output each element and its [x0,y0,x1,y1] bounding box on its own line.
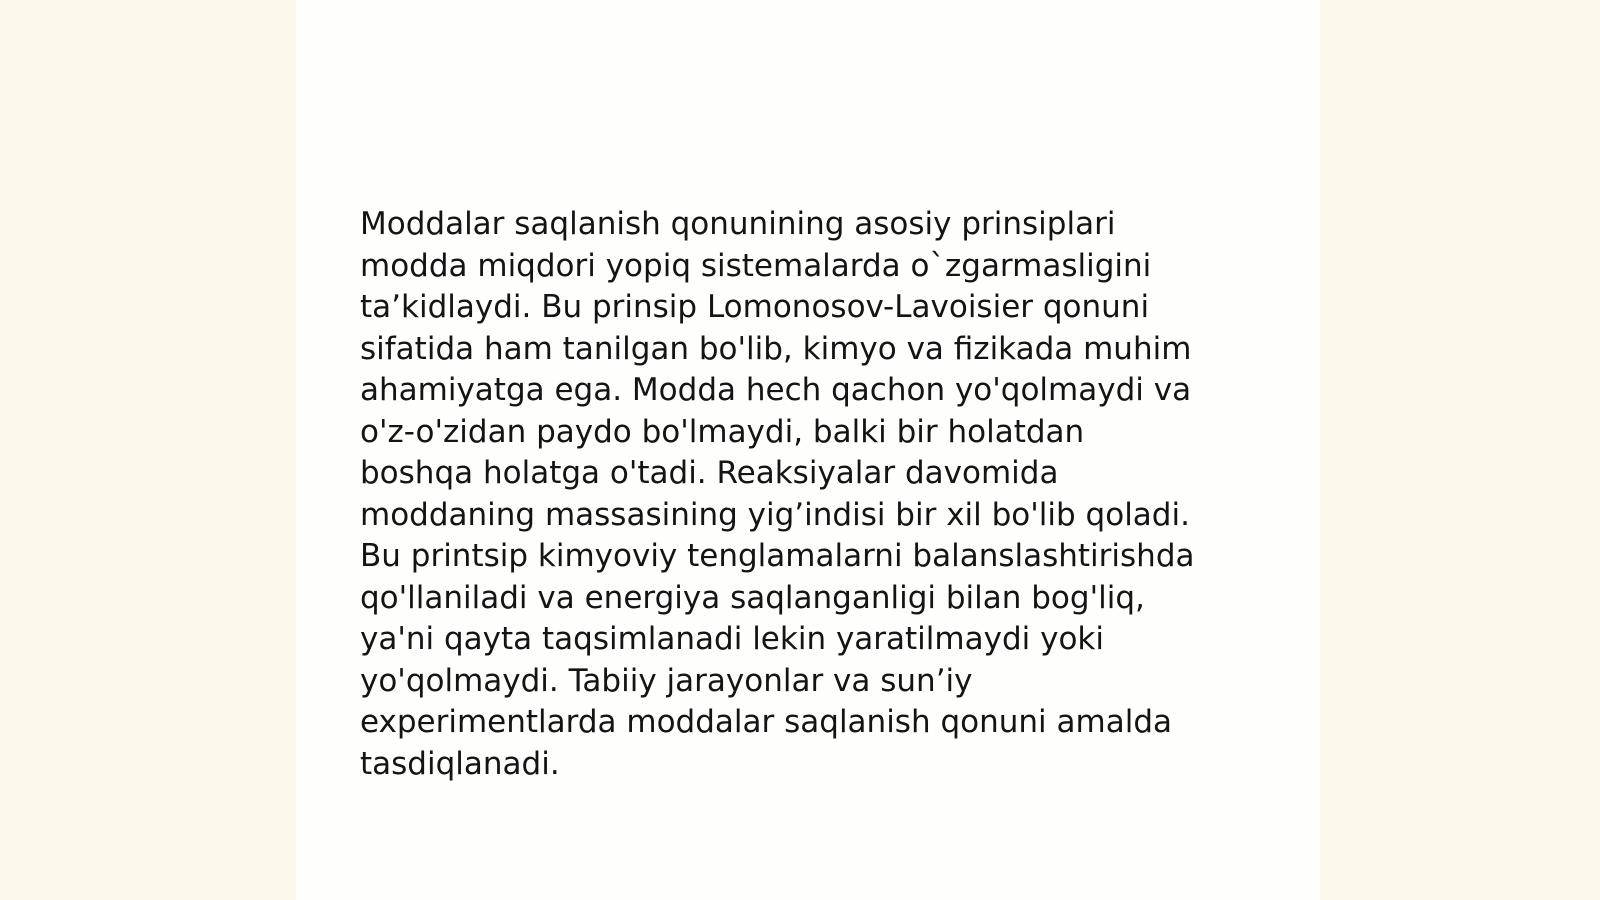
text-line: ta’kidlaydi. Bu prinsip Lomonosov-Lavoisier qonuni [360,289,1150,325]
text-line: boshqa holatga o'tadi. Reaksiyalar davomida [360,455,1059,491]
text-line: experimentlarda moddalar saqlanish qonuni amalda [360,704,1172,740]
text-line: ahamiyatga ega. Modda hech qachon yo'qolmaydi va [360,372,1192,408]
text-line: sifatida ham tanilgan bo'lib, kimyo va fizikada muhim [360,330,1192,367]
slide-canvas [296,0,1320,900]
text-line: o'z-o'zidan paydo bo'lmaydi, balki bir holatdan [360,413,1085,450]
text-line: modda miqdori yopiq sistemalarda o`zgarmasligini [360,247,1152,284]
text-line: Bu printsip kimyoviy tenglamalarni balanslashtirishda [360,538,1195,574]
text-line: qo'llaniladi va energiya saqlanganligi bilan bog'liq, [360,579,1145,616]
text-line: ya'ni qayta taqsimlanadi lekin yaratilmaydi yoki [360,621,1104,657]
body-paragraph [360,204,1260,785]
text-line: tasdiqlanadi. [360,745,560,782]
text-line: moddaning massasining yig’indisi bir xil bo'lib qoladi. [360,496,1190,533]
text-line: Moddalar saqlanish qonunining asosiy prinsiplari [360,206,1116,242]
text-line: yo'qolmaydi. Tabiiy jarayonlar va sun’iy [360,662,973,699]
